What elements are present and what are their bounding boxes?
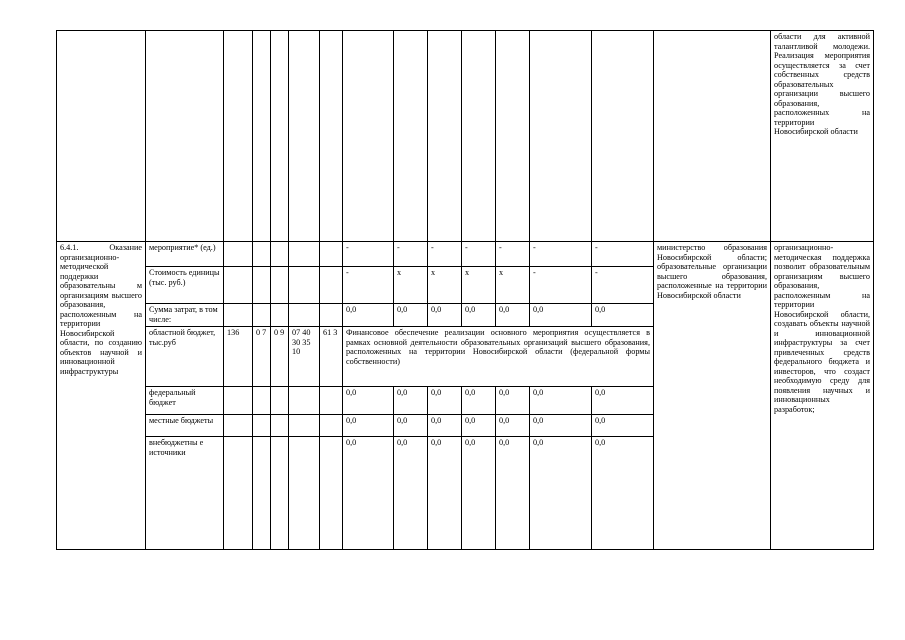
expected-result: организационно-методическая поддержка позволит образовательным организациям высшего образования, расположенным на территории Новосибирской области, создавать объекты научной и инновационной инфраструктуры за счет привлеченных средств федерального бюджета и инвесторов, что создаст необходимую среду для появления научных и инновационных разработок;	[771, 242, 874, 550]
cell-value: 0,0	[530, 415, 592, 437]
cell-value: 0,0	[530, 304, 592, 327]
cell-value: х	[462, 267, 496, 304]
code-csr: 07 40 30 35 10	[289, 327, 320, 387]
row-label: Стоимость единицы (тыс. руб.)	[146, 267, 224, 304]
cell-value: 0,0	[394, 415, 428, 437]
cell-value: 0,0	[592, 304, 654, 327]
executor: министерство образования Новосибирской области; образовательные организации высшего образования, расположенные на территории Новосибирской области	[654, 242, 771, 550]
cell-value: 0,0	[462, 304, 496, 327]
cell-value: 0,0	[496, 387, 530, 415]
cell-value: 0,0	[530, 387, 592, 415]
cell-value: 0,0	[343, 437, 394, 550]
cell-value: х	[428, 267, 462, 304]
cell-value: 0,0	[496, 415, 530, 437]
cell-value: 0,0	[343, 304, 394, 327]
cell-value: 0,0	[592, 387, 654, 415]
cell-value: -	[343, 267, 394, 304]
cell-value: -	[530, 267, 592, 304]
cell-value: -	[462, 242, 496, 267]
cell-value: -	[592, 267, 654, 304]
cell-value: -	[496, 242, 530, 267]
cell-value: 0,0	[592, 415, 654, 437]
cell-value: 0,0	[428, 415, 462, 437]
cell-value: 0,0	[496, 437, 530, 550]
row-label: местные бюджеты	[146, 415, 224, 437]
cell-value: 0,0	[592, 437, 654, 550]
cell-value: 0,0	[428, 437, 462, 550]
table-row	[57, 242, 874, 267]
cell-value: -	[428, 242, 462, 267]
cell-value: х	[394, 267, 428, 304]
cell-value: 0,0	[394, 387, 428, 415]
row-label: мероприятие* (ед.)	[146, 242, 224, 267]
cell-value: -	[530, 242, 592, 267]
cell-value: 0,0	[496, 304, 530, 327]
code-rz: 0 7	[253, 327, 271, 387]
cell-value: 0,0	[462, 415, 496, 437]
cell-value: 0,0	[394, 437, 428, 550]
row-label: областной бюджет, тыс.руб	[146, 327, 224, 387]
cell-value: -	[394, 242, 428, 267]
program-table	[56, 30, 874, 550]
continuation-note: области для активной талантливой молодежи. Реализация мероприятия осуществляется за счет собственных средств образовательных организации высшего образования, расположенных на территории Новосибирской области	[771, 31, 874, 242]
row-label: внебюджетны е источники	[146, 437, 224, 550]
cell-value: 0,0	[394, 304, 428, 327]
cell-value: -	[592, 242, 654, 267]
task-title: 6.4.1. Оказание организационно-методической поддержки образовательны м организациям высшего образования, расположенным на территории Новосибирской области, по созданию объектов научной и инновационной инфраструктуры	[57, 242, 146, 550]
cell-value: 0,0	[462, 387, 496, 415]
financing-note: Финансовое обеспечение реализации основного мероприятия осуществляется в рамках основной деятельности образовательных организаций высшего образования, расположенных на территории Новосибирской области (федеральной формы собственности)	[343, 327, 654, 387]
cell-value: 0,0	[428, 387, 462, 415]
cell-value: -	[343, 242, 394, 267]
cell-value: 0,0	[428, 304, 462, 327]
code-grbs: 136	[224, 327, 253, 387]
cell-value: 0,0	[343, 387, 394, 415]
cell-value: х	[496, 267, 530, 304]
code-vr: 61 3	[320, 327, 343, 387]
continuation-row	[57, 31, 874, 242]
cell-value: 0,0	[462, 437, 496, 550]
row-label: Сумма затрат, в том числе:	[146, 304, 224, 327]
code-pr: 0 9	[271, 327, 289, 387]
row-label: федеральный бюджет	[146, 387, 224, 415]
cell-value: 0,0	[343, 415, 394, 437]
cell-value: 0,0	[530, 437, 592, 550]
